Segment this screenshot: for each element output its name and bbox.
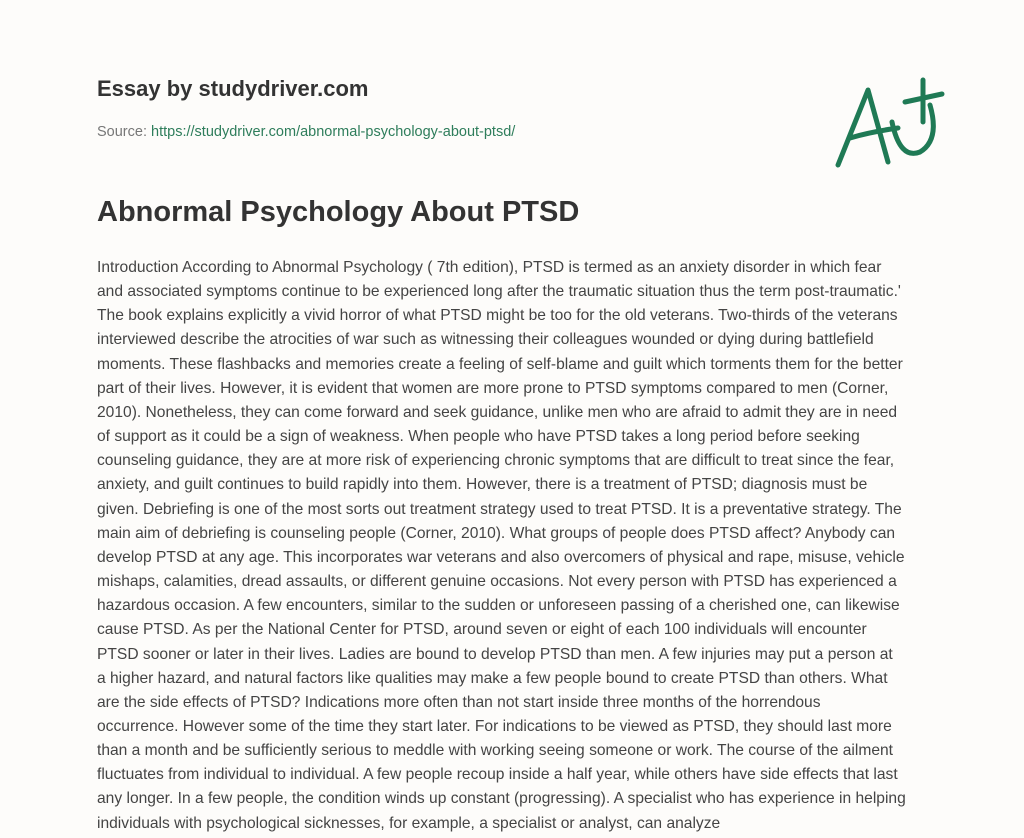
body-line: 2010). Nonetheless, they can come forward and seek guidance, unlike men who are afraid to admit they are in need (97, 403, 898, 421)
body-line: part of their lives. However, it is evident that women are more prone to PTSD symptoms compared to men (Corner, (97, 379, 889, 397)
source-line (97, 124, 515, 140)
body-line: cause PTSD. As per the National Center for PTSD, around seven or eight of each 100 individuals will encounter (97, 621, 867, 639)
body-line: The book explains explicitly a vivid horror of what PTSD might be too for the old veterans. Two-thirds of the veterans (97, 307, 898, 325)
source-label: Source: (97, 124, 147, 140)
body-line: fluctuates from individual to individual. A few people recoup inside a half year, while others have side effects that last (97, 766, 898, 784)
body-line: counseling guidance, they are at more risk of experiencing chronic symptoms that are difficult to treat since the fear, (97, 452, 895, 470)
body-line: hazardous occasion. A few encounters, similar to the sudden or unforeseen passing of a cherished one, can likewise (97, 597, 900, 615)
body-line: and associated symptoms continue to be experienced long after the traumatic situation thus the term post-traumatic.' (97, 283, 901, 301)
body-line: anxiety, and guilt continues to build rapidly into them. However, there is a treatment of PTSD; diagnosis must be (97, 476, 868, 494)
body-line: develop PTSD at any age. This incorporates war veterans and also overcomers of physical and rape, misuse, vehicle (97, 548, 905, 566)
site-brand: Essay by studydriver.com (97, 76, 369, 101)
source-link[interactable]: https://studydriver.com/abnormal-psychology-about-ptsd/ (151, 124, 516, 140)
body-line: individuals with psychological sicknesses, for example, a specialist or analyst, can analyze (97, 814, 721, 832)
body-line: main aim of debriefing is counseling people (Corner, 2010). What groups of people does PTSD affect? Anybody can (97, 524, 896, 542)
body-line: a higher hazard, and natural factors like qualities may make a few people bound to create PTSD than others. What (97, 669, 888, 687)
body-line: any longer. In a few people, the condition winds up constant (progressing). A specialist who has experience in helping (97, 790, 906, 808)
body-line: of support as it could be a sign of weakness. When people who have PTSD takes a long period before seeking (97, 428, 860, 446)
body-line: are the side effects of PTSD? Indications more often than not start inside three months of the horrendous (97, 693, 821, 711)
body-line: PTSD sooner or later in their lives. Ladies are bound to develop PTSD than men. A few injuries may put a person at (97, 645, 893, 663)
body-line: given. Debriefing is one of the most sorts out treatment strategy used to treat PTSD. It is a preventative strategy. The (97, 500, 902, 518)
body-line: than a month and be sufficiently serious to meddle with working seeing someone or work. The course of the ailment (97, 742, 894, 760)
body-line: occurrence. However some of the time they start later. For indications to be viewed as PTSD, they should last more (97, 717, 892, 735)
body-line: moments. These flashbacks and memories create a feeling of self-blame and guilt which torments them for the better (97, 355, 903, 373)
body-line: mishaps, calamities, dread assaults, or different genuine occasions. Not every person with PTSD has experienced a (97, 573, 897, 591)
essay-body (97, 256, 997, 836)
a-plus-logo (820, 70, 950, 180)
page-title: Abnormal Psychology About PTSD (97, 196, 580, 228)
body-line: interviewed describe the atrocities of war such as witnessing their colleagues wounded or dying during battlefield (97, 331, 874, 349)
body-line: Introduction According to Abnormal Psychology ( 7th edition), PTSD is termed as an anxiety disorder in which fear (97, 259, 882, 276)
